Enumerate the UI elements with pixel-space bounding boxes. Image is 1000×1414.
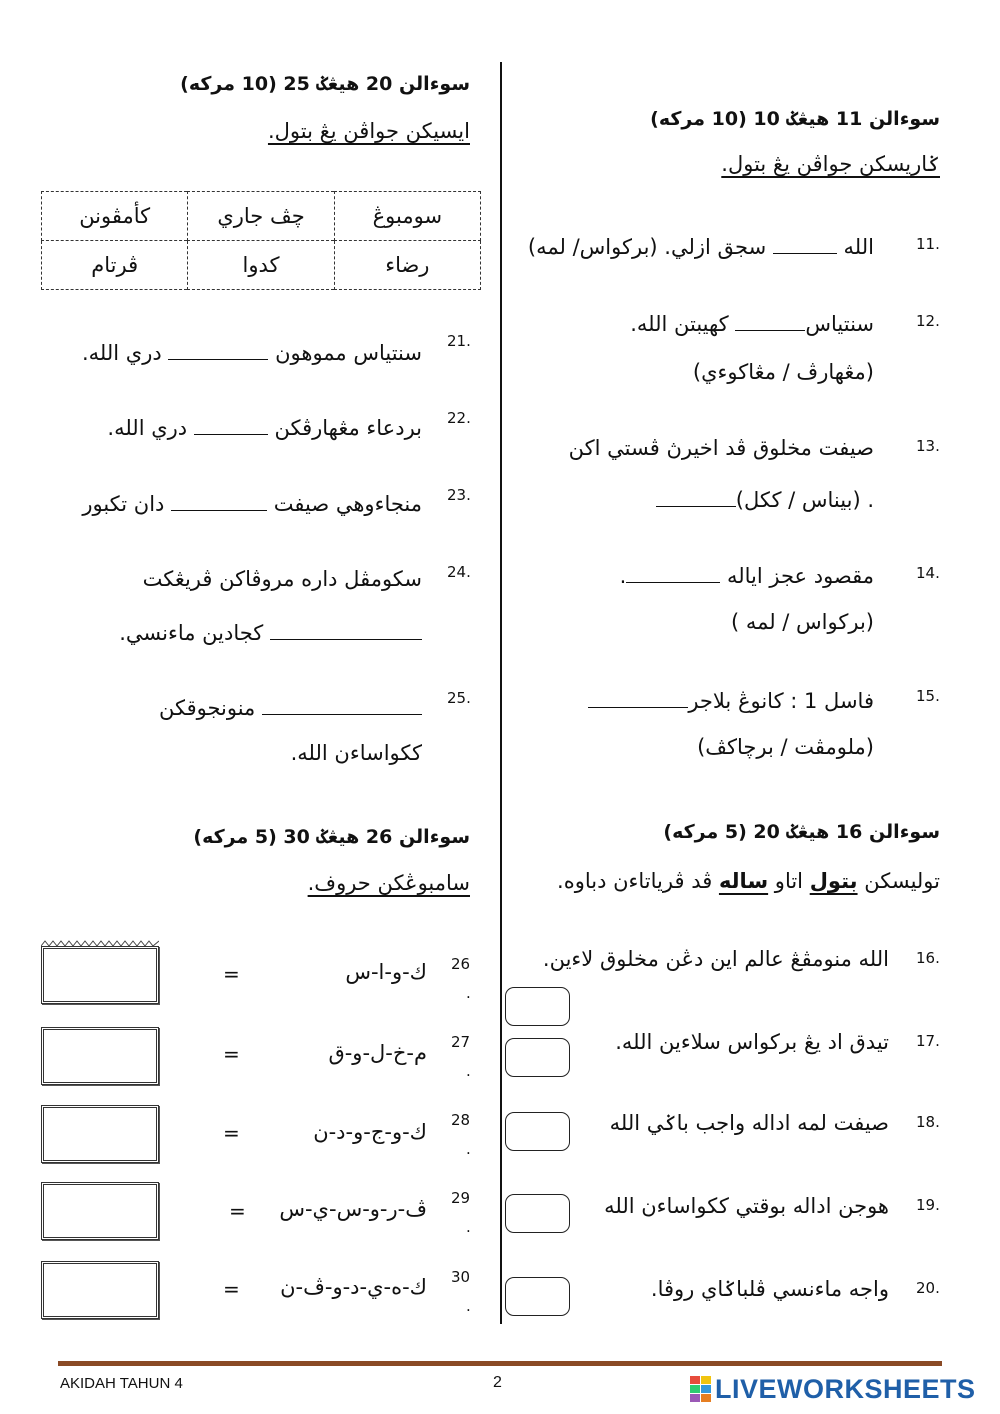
question-number: 26	[451, 955, 471, 973]
question-16: الله منومڤڠ عالم اين دڠن مخلوق لاءين.	[542, 947, 889, 971]
section-instruction-26-30: سامبوڠكن حروف.	[307, 871, 470, 895]
instruction-text: ڤد ڤرياتاءن دباوه.	[557, 869, 713, 893]
question-21	[82, 339, 422, 365]
answer-blank[interactable]	[773, 233, 837, 254]
equals-sign: =	[223, 1121, 240, 1145]
word-bank-cell: سومبوڠ	[334, 192, 480, 241]
question-25-line2: ككواساءن الله.	[290, 741, 422, 765]
question-number: 18.	[916, 1113, 940, 1131]
question-number-dot: .	[466, 1297, 471, 1315]
section-title-11-15: سوءالن 11 هيڠݢ 10 (10 مركه)	[650, 108, 940, 130]
question-text: .	[619, 564, 627, 588]
answer-box-16[interactable]	[505, 987, 570, 1026]
section-instruction-16-20	[557, 869, 940, 893]
question-number-dot: .	[466, 984, 471, 1002]
instruction-true-word: بتول	[809, 869, 858, 893]
question-13: صيفت مخلوق ڤد اخيرڽ ڤستي اكن	[568, 436, 874, 460]
question-18: صيفت لمه اداله واجب باݢي الله	[609, 1111, 889, 1135]
instruction-false-word: ساله	[718, 869, 769, 893]
question-number: 17.	[916, 1032, 940, 1050]
question-number: 14.	[916, 564, 940, 582]
letters-29: ڤ-ر-و-س-ي-س	[279, 1197, 427, 1221]
question-number-dot: .	[466, 1062, 471, 1080]
question-15-options: (ملومڤت / برچاكڤ)	[697, 735, 874, 759]
question-number-dot: .	[466, 1140, 471, 1158]
answer-blank[interactable]	[270, 619, 422, 640]
question-13-options	[656, 486, 874, 512]
answer-blank[interactable]	[262, 694, 422, 715]
answer-blank[interactable]	[626, 562, 720, 583]
question-text: سنتياس مموهون	[275, 341, 422, 365]
footer-divider	[58, 1361, 942, 1366]
question-text: كجادين ماءنسي.	[119, 621, 264, 645]
brand-name: LIVEWORKSHEETS	[715, 1373, 976, 1404]
question-text: منونجوقكن	[159, 696, 256, 720]
question-17: تيدق اد يڠ بركواس سلاءين الله.	[615, 1030, 889, 1054]
question-text: سجق ازلي. (بركواس/ لمه)	[527, 235, 767, 259]
answer-blank[interactable]	[168, 339, 268, 360]
word-bank-table	[41, 191, 481, 290]
question-23	[82, 490, 422, 516]
question-number: 13.	[916, 437, 940, 455]
word-bank-cell: كدوا	[188, 241, 334, 290]
question-24-line2	[119, 619, 422, 645]
question-11	[528, 233, 874, 259]
word-bank-cell: چڤ جاري	[188, 192, 334, 241]
question-number: 24.	[447, 563, 471, 581]
answer-box-27[interactable]	[41, 1027, 159, 1085]
equals-sign: =	[223, 962, 240, 986]
question-number: 29	[451, 1189, 471, 1207]
question-14	[620, 562, 874, 588]
question-text: دري الله.	[107, 416, 188, 440]
answer-box-20[interactable]	[505, 1277, 570, 1316]
brand-blocks-icon	[690, 1376, 712, 1402]
question-text: منجاءوهي صيفت	[273, 492, 422, 516]
section-title-26-30: سوءالن 26 هيڠݢ 30 (5 مركه)	[193, 826, 470, 848]
question-text: دري الله.	[81, 341, 162, 365]
question-number: 27	[451, 1033, 471, 1051]
equals-sign: =	[223, 1277, 240, 1301]
question-12	[630, 310, 874, 336]
letters-28: ك-و-ج-و-د-ن	[313, 1120, 427, 1144]
answer-box-17[interactable]	[505, 1038, 570, 1077]
answer-box-18[interactable]	[505, 1112, 570, 1151]
question-number: 23.	[447, 486, 471, 504]
question-20: واجه ماءنسي ڤلباݢاي روڤا.	[650, 1277, 889, 1301]
table-row	[42, 192, 481, 241]
question-number: 22.	[447, 409, 471, 427]
answer-box-28[interactable]	[41, 1105, 159, 1163]
instruction-text: اتاو	[774, 869, 804, 893]
question-25	[159, 694, 422, 720]
letters-26: ك-و-ا-س	[345, 960, 427, 984]
question-text: فاسل 1 : كانوڠ بلاجر	[688, 689, 874, 713]
question-text: كهيبتن الله.	[630, 312, 729, 336]
answer-box-29[interactable]	[41, 1182, 159, 1240]
answer-blank[interactable]	[171, 490, 267, 511]
question-number: 16.	[916, 949, 940, 967]
question-text: . (بيناس / ككل)	[735, 488, 874, 512]
answer-box-19[interactable]	[505, 1194, 570, 1233]
question-15	[588, 687, 874, 713]
question-text: مقصود عجز اياله	[726, 564, 874, 588]
question-number: 15.	[916, 687, 940, 705]
question-text: سنتياس	[805, 312, 874, 336]
question-number: 20.	[916, 1279, 940, 1297]
question-number: 11.	[916, 235, 940, 253]
word-bank-cell: ڤرتام	[42, 241, 188, 290]
instruction-text: توليسكن	[864, 869, 940, 893]
answer-blank[interactable]	[588, 687, 688, 708]
letters-27: م-خ-ل-و-ق	[328, 1041, 427, 1065]
question-22	[107, 414, 422, 440]
question-number-dot: .	[466, 1218, 471, 1236]
question-24: سكومڤل داره مروڤاكن ڤريڠكت	[142, 567, 422, 591]
question-text: الله	[843, 235, 874, 259]
question-number: 28	[451, 1111, 471, 1129]
answer-blank[interactable]	[656, 486, 736, 507]
liveworksheets-logo	[690, 1372, 976, 1406]
footer-subject: AKIDAH TAHUN 4	[60, 1375, 183, 1392]
answer-blank[interactable]	[735, 310, 805, 331]
answer-blank[interactable]	[194, 414, 268, 435]
word-bank-cell: رضاء	[334, 241, 480, 290]
equals-sign: =	[223, 1042, 240, 1066]
question-number: 25.	[447, 689, 471, 707]
table-row	[42, 241, 481, 290]
question-text: دان تكبور	[82, 492, 165, 516]
answer-box-30[interactable]	[41, 1261, 159, 1319]
equals-sign: =	[229, 1199, 246, 1223]
section-title-16-20: سوءالن 16 هيڠݢ 20 (5 مركه)	[663, 821, 940, 843]
question-number: 21.	[447, 332, 471, 350]
question-19: هوجن اداله بوقتي ككواساءن الله	[604, 1194, 889, 1218]
question-14-options: (بركواس / لمه )	[730, 610, 874, 634]
question-number: 19.	[916, 1196, 940, 1214]
section-title-21-25: سوءالن 20 هيڠݢ 25 (10 مركه)	[180, 73, 470, 95]
answer-box-26[interactable]	[41, 946, 159, 1004]
letters-30: ك-ه-ي-د-و-ڤ-ن	[280, 1275, 427, 1299]
question-number: 30	[451, 1268, 471, 1286]
section-instruction-11-15: ݢاريسكن جواڤن يڠ بتول.	[721, 152, 940, 176]
question-text: بردعاء مڠهارڤكن	[274, 416, 422, 440]
column-divider	[500, 62, 502, 1324]
question-12-options: (مڠهارڤ / مڠاكوءي)	[692, 360, 874, 384]
question-number: 12.	[916, 312, 940, 330]
page-number: 2	[493, 1374, 502, 1391]
word-bank-cell: كأمڤونن	[42, 192, 188, 241]
section-instruction-21-25: ايسيكن جواڤن يڠ بتول.	[267, 119, 470, 143]
